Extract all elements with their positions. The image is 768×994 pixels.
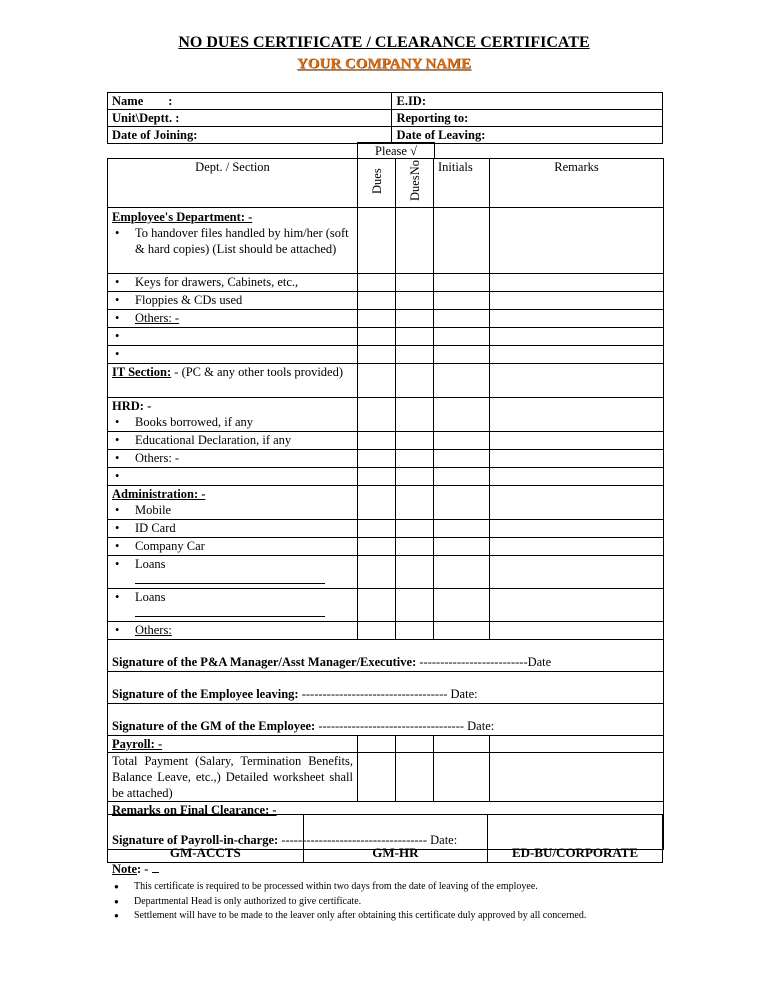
initials-cell[interactable] (434, 364, 490, 398)
list-item: • Others: (112, 622, 353, 638)
date-of-joining-field[interactable]: Date of Joining: (108, 127, 392, 144)
dues-check[interactable] (358, 208, 396, 274)
date-of-leaving-field[interactable]: Date of Leaving: (392, 127, 663, 144)
administration-section (108, 486, 358, 520)
reporting-to-field[interactable]: Reporting to: (392, 110, 663, 127)
remarks-cell[interactable] (490, 328, 664, 346)
dues-check[interactable] (358, 274, 396, 292)
duesno-check[interactable] (396, 556, 434, 589)
duesno-check[interactable] (396, 208, 434, 274)
dues-check[interactable] (358, 364, 396, 398)
gm-accts-signature[interactable]: GM-ACCTS (108, 815, 304, 863)
initials-cell[interactable] (434, 589, 490, 622)
list-item: • Others: - (112, 310, 353, 326)
employee-info-table (107, 92, 663, 144)
dues-check[interactable] (358, 310, 396, 328)
dues-check[interactable] (358, 398, 396, 432)
list-item: • To handover files handled by him/her (soft & hard copies) (List should be attached) (112, 225, 353, 257)
list-item: ● Settlement will have to be made to the leaver only after obtaining this certificate duly approved by all concerned. (112, 909, 672, 924)
duesno-check[interactable] (396, 364, 434, 398)
col-dept-section: Dept. / Section (108, 159, 358, 208)
initials-cell[interactable] (434, 208, 490, 274)
it-section: IT Section: - (PC & any other tools provided) (108, 364, 358, 398)
list-item: • Loans (112, 589, 353, 621)
list-item: • Others: - (112, 450, 353, 466)
duesno-check[interactable] (396, 310, 434, 328)
list-item: • Loans (112, 556, 353, 588)
remarks-cell[interactable] (490, 556, 664, 589)
gm-signature-row[interactable]: Signature of the GM of the Employee: ----------------------------------- Date: (108, 704, 664, 736)
duesno-check[interactable] (396, 450, 434, 468)
duesno-check[interactable] (396, 328, 434, 346)
initials-cell[interactable] (434, 753, 490, 802)
remarks-cell[interactable] (490, 486, 664, 520)
initials-cell[interactable] (434, 274, 490, 292)
dues-check[interactable] (358, 486, 396, 520)
duesno-check[interactable] (396, 486, 434, 520)
dues-check[interactable] (358, 753, 396, 802)
duesno-check[interactable] (396, 538, 434, 556)
remarks-cell[interactable] (490, 364, 664, 398)
employee-dept-section (108, 208, 358, 274)
dues-check[interactable] (358, 520, 396, 538)
name-field[interactable]: Name : (108, 93, 392, 110)
remarks-cell[interactable] (490, 520, 664, 538)
initials-cell[interactable] (434, 538, 490, 556)
dues-check[interactable] (358, 328, 396, 346)
pa-manager-signature-row[interactable]: Signature of the P&A Manager/Asst Manager/Executive: --------------------------Date (108, 640, 664, 672)
initials-cell[interactable] (434, 328, 490, 346)
remarks-cell[interactable] (490, 292, 664, 310)
remarks-cell[interactable] (490, 538, 664, 556)
remarks-cell[interactable] (490, 310, 664, 328)
remarks-cell[interactable] (490, 589, 664, 622)
initials-cell[interactable] (434, 622, 490, 640)
dues-check[interactable] (358, 589, 396, 622)
initials-cell[interactable] (434, 398, 490, 432)
duesno-check[interactable] (396, 468, 434, 486)
list-item: ● This certificate is required to be processed within two days from the date of leaving of the employee. (112, 880, 672, 895)
ed-bu-corporate-signature[interactable]: ED-BU/CORPORATE (488, 815, 663, 863)
dues-check[interactable] (358, 432, 396, 450)
dues-check[interactable] (358, 292, 396, 310)
remarks-cell[interactable] (490, 432, 664, 450)
duesno-check[interactable] (396, 753, 434, 802)
list-item: • Educational Declaration, if any (112, 432, 353, 448)
duesno-check[interactable] (396, 274, 434, 292)
gm-hr-signature[interactable]: GM-HR (303, 815, 488, 863)
payroll-heading: Payroll: - (108, 736, 358, 753)
initials-cell[interactable] (434, 450, 490, 468)
please-tick-label: Please √ (357, 142, 435, 159)
col-remarks: Remarks (490, 159, 664, 208)
list-item: ● Departmental Head is only authorized to give certificate. (112, 895, 672, 910)
duesno-check[interactable] (396, 622, 434, 640)
remarks-cell[interactable] (490, 736, 664, 753)
list-item: • Mobile (112, 502, 353, 518)
payroll-details: Total Payment (Salary, Termination Benefits, Balance Leave, etc.,) Detailed worksheet shall be attached) (108, 753, 358, 802)
col-dues: Dues (358, 159, 396, 208)
col-duesno: DuesNo (396, 159, 434, 208)
list-item: • Keys for drawers, Cabinets, etc., (112, 274, 353, 290)
notes-list (112, 880, 672, 924)
administration-heading: Administration: - (112, 487, 206, 501)
final-clearance-row[interactable]: Remarks on Final Clearance: - Signature of Payroll-in-charge: ----------------------------------- Date: (108, 802, 664, 850)
remarks-cell[interactable] (490, 274, 664, 292)
col-initials: Initials (434, 159, 490, 208)
clearance-table (107, 158, 664, 850)
remarks-cell[interactable] (490, 622, 664, 640)
dues-check[interactable] (358, 736, 396, 753)
remarks-cell[interactable] (490, 398, 664, 432)
remarks-final-clearance-label: Remarks on Final Clearance: - (112, 803, 277, 817)
note-label: Note: - (112, 862, 159, 877)
duesno-check[interactable] (396, 346, 434, 364)
initials-cell[interactable] (434, 432, 490, 450)
approval-signatures-table (107, 814, 663, 863)
list-item: • ID Card (112, 520, 353, 536)
initials-cell[interactable] (434, 310, 490, 328)
list-item: • Company Car (112, 538, 353, 554)
initials-cell[interactable] (434, 292, 490, 310)
initials-cell[interactable] (434, 736, 490, 753)
hrd-heading: HRD: - (112, 399, 152, 413)
remarks-cell[interactable] (490, 753, 664, 802)
remarks-cell[interactable] (490, 346, 664, 364)
duesno-check[interactable] (396, 736, 434, 753)
duesno-check[interactable] (396, 432, 434, 450)
dues-check[interactable] (358, 556, 396, 589)
dues-check[interactable] (358, 468, 396, 486)
remarks-cell[interactable] (490, 468, 664, 486)
dues-check[interactable] (358, 346, 396, 364)
document-title: NO DUES CERTIFICATE / CLEARANCE CERTIFICATE (178, 34, 590, 51)
duesno-check[interactable] (396, 398, 434, 432)
initials-cell[interactable] (434, 486, 490, 520)
duesno-check[interactable] (396, 292, 434, 310)
employee-signature-row[interactable]: Signature of the Employee leaving: ----------------------------------- Date: (108, 672, 664, 704)
unit-dept-field[interactable]: Unit\Deptt. : (108, 110, 392, 127)
duesno-check[interactable] (396, 589, 434, 622)
duesno-check[interactable] (396, 520, 434, 538)
loan-blank-line[interactable] (135, 605, 325, 617)
eid-field[interactable]: E.ID: (392, 93, 663, 110)
loan-blank-line[interactable] (135, 572, 325, 584)
list-item: • Books borrowed, if any (112, 414, 353, 430)
list-item: • Floppies & CDs used (112, 292, 353, 308)
dues-check[interactable] (358, 622, 396, 640)
initials-cell[interactable] (434, 520, 490, 538)
dues-check[interactable] (358, 450, 396, 468)
remarks-cell[interactable] (490, 450, 664, 468)
remarks-cell[interactable] (490, 208, 664, 274)
employee-dept-heading: Employee's Department: - (112, 210, 253, 224)
initials-cell[interactable] (434, 556, 490, 589)
initials-cell[interactable] (434, 468, 490, 486)
hrd-section (108, 398, 358, 432)
company-name: YOUR COMPANY NAME (296, 56, 472, 72)
initials-cell[interactable] (434, 346, 490, 364)
dues-check[interactable] (358, 538, 396, 556)
